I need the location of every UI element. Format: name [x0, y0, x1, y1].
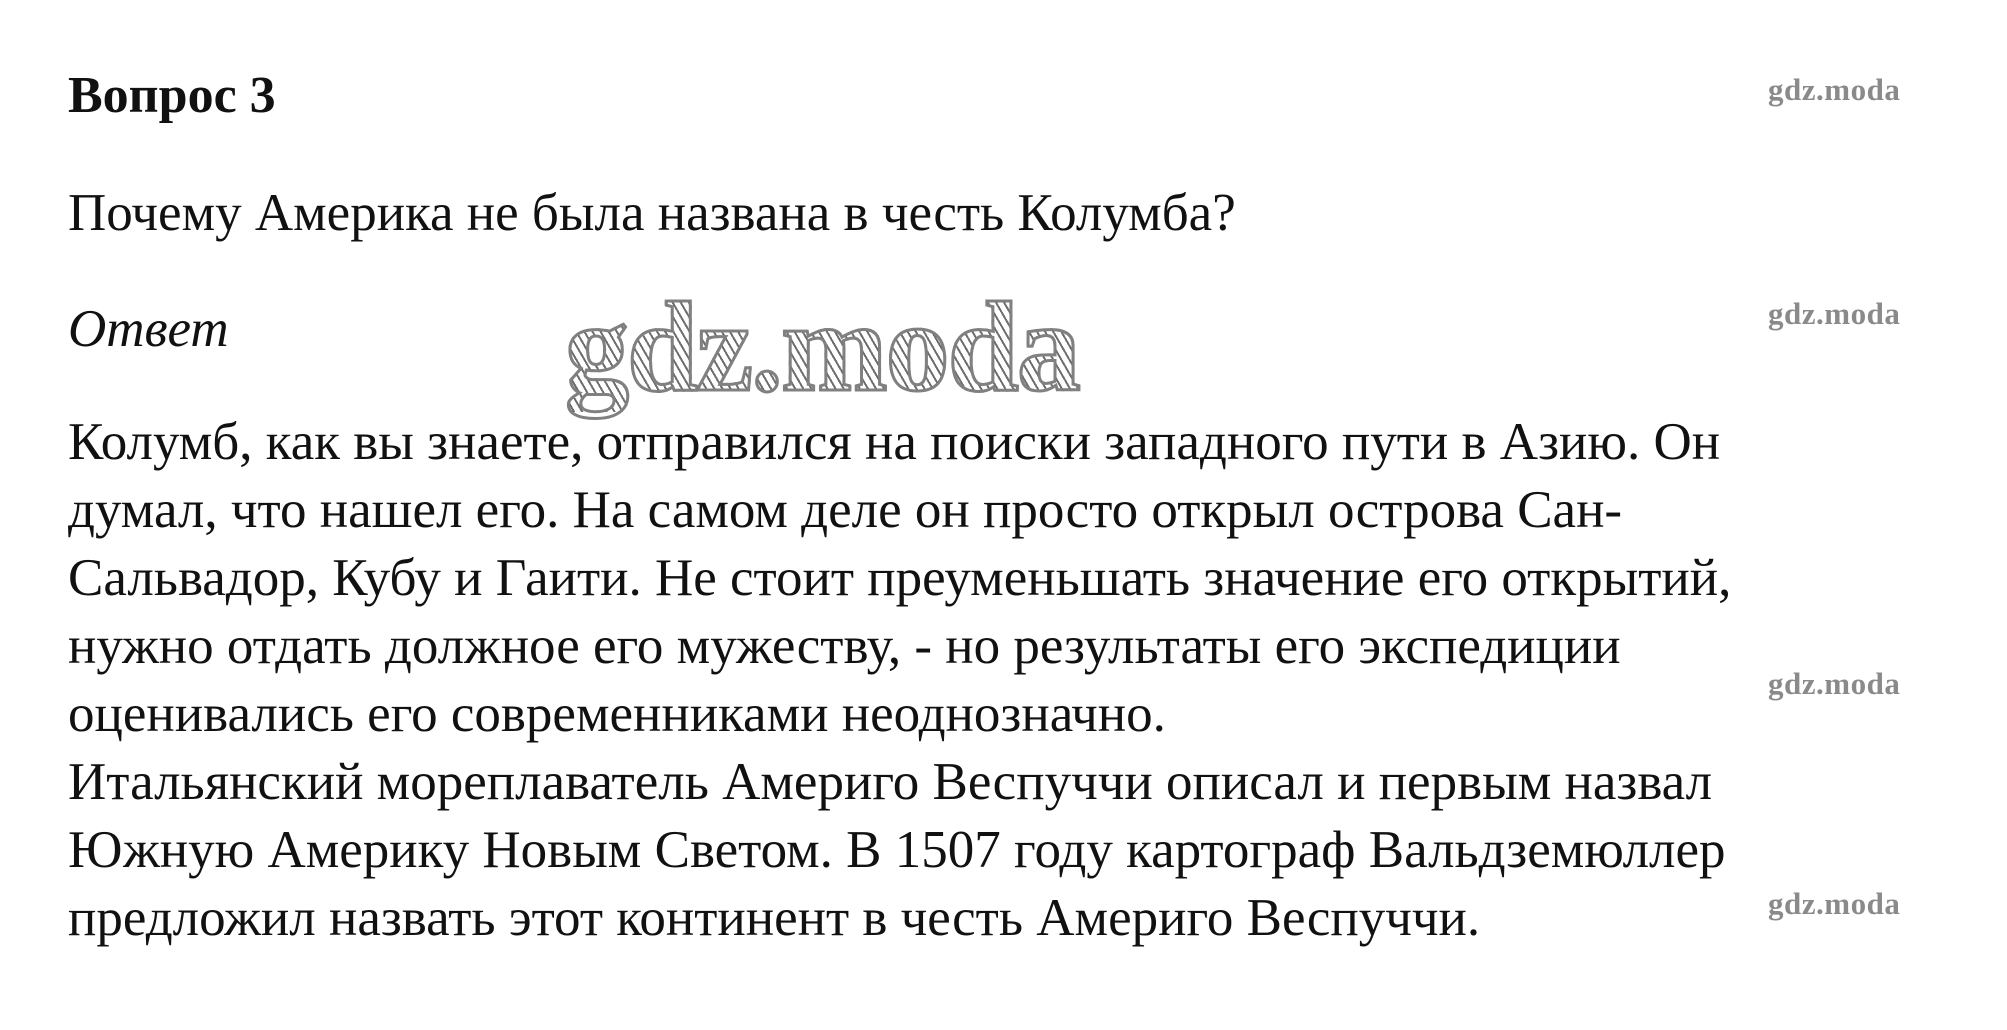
answer-line: Южную Америку Новым Светом. В 1507 году картограф Вальдземюллер — [68, 821, 1726, 879]
watermark-small: gdz.moda — [1768, 886, 1901, 921]
answer-line: оценивались его современниками неоднозначно. — [68, 685, 1166, 743]
watermark-large: gdz.moda — [565, 276, 1079, 418]
answer-line: Сальвадор, Кубу и Гаити. Не стоит преуменьшать значение его открытий, — [68, 549, 1732, 607]
answer-line: Колумб, как вы знаете, отправился на поиски западного пути в Азию. Он — [68, 413, 1721, 471]
answer-body — [68, 408, 1731, 952]
question-text: Почему Америка не была названа в честь Колумба? — [68, 184, 1236, 242]
answer-line: нужно отдать должное его мужеству, - но результаты его экспедиции — [68, 617, 1621, 675]
answer-line: думал, что нашел его. На самом деле он просто открыл острова Сан- — [68, 481, 1623, 539]
watermark-small: gdz.moda — [1768, 296, 1901, 331]
answer-line: предложил назвать этот континент в честь Америго Веспуччи. — [68, 889, 1481, 947]
question-heading: Вопрос 3 — [68, 67, 276, 124]
watermark-small: gdz.moda — [1768, 72, 1901, 107]
answer-line: Итальянский мореплаватель Америго Веспуччи описал и первым назвал — [68, 753, 1713, 811]
watermark-small: gdz.moda — [1768, 666, 1901, 701]
answer-label: Ответ — [68, 300, 229, 358]
